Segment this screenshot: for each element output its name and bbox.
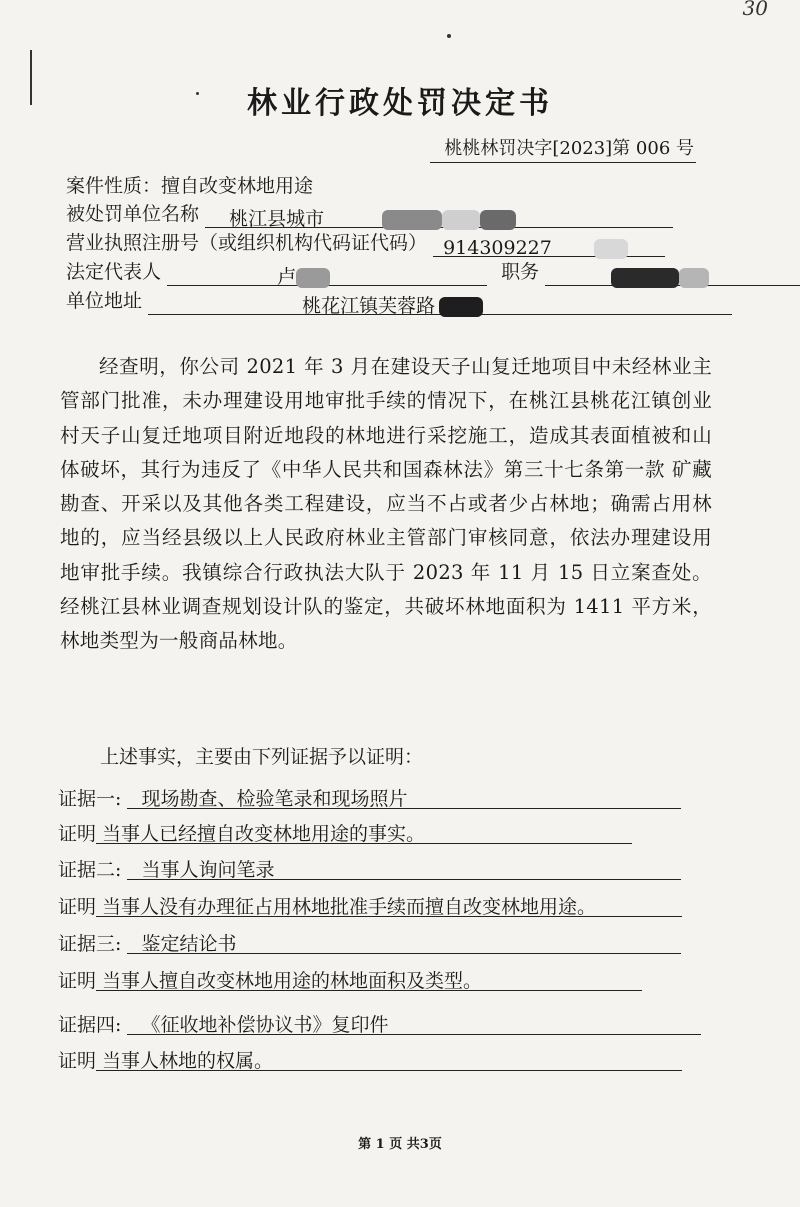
page-footer: 第 1 页 共3页 — [358, 1137, 442, 1152]
position-line — [545, 263, 800, 286]
evidence-row — [58, 855, 681, 882]
handwritten-page-mark: 30 — [742, 0, 768, 20]
unit-name-line — [205, 205, 673, 228]
case-nature-row — [66, 172, 313, 200]
proof-label: 证明 — [58, 970, 97, 992]
document-title: 林业行政处罚决定书 — [247, 86, 553, 121]
redaction-block — [439, 297, 483, 317]
license-label: 营业执照注册号（或组织机构代码证代码） — [66, 232, 428, 254]
address-line — [148, 292, 732, 315]
license-row — [66, 229, 665, 257]
proof-row — [58, 819, 632, 846]
findings-text: 经查明，你公司 2021 年 3 月在建设天子山复迁地项目中未经林业主管部门批准，未办理建设用地审批手续的情况下，在桃江县桃花江镇创业村天子山复迁地项目附近地段的林地进行采挖施工，造成其表面植被和山体破坏，其行为违反了《中华人民共和国森林法》第三十七条第一款 矿藏勘查、开采以及其他各类工程建设，应当不占或者少占林地；确需占用林地的，应当经县级以上人民政府林业主管部门审核同意，依法办理建设用地审批手续。我镇综合行政执法大队于 2023 年 11 月 15 日立案查处。经桃江县林业调查规划设计队的鉴定，共破坏林地面积为 1411 平方米，林地类型为一般商品林地。 — [60, 355, 712, 653]
evidence-label: 证据四: — [58, 1014, 122, 1036]
evidence-value: 当事人询问笔录 — [127, 855, 681, 880]
redaction-block — [679, 268, 709, 288]
proof-label: 证明 — [58, 1050, 97, 1072]
proof-value: 当事人已经擅自改变林地用途的事实。 — [96, 819, 632, 844]
position-label: 职务 — [501, 261, 540, 283]
redaction-block — [611, 268, 679, 288]
rep-line — [167, 263, 487, 286]
evidence-label: 证据三: — [58, 933, 122, 955]
unit-name-value: 桃江县城市 — [229, 208, 325, 230]
redaction-block — [442, 210, 480, 230]
evidence-row — [58, 784, 681, 811]
proof-row — [58, 1046, 682, 1073]
evidence-row — [58, 929, 681, 956]
unit-name-label: 被处罚单位名称 — [66, 203, 200, 225]
license-line — [433, 234, 665, 257]
evidence-label: 证据一: — [58, 788, 122, 810]
evidence-row — [58, 1010, 701, 1037]
evidence-value: 现场勘查、检验笔录和现场照片 — [127, 784, 681, 809]
document-number: 桃桃林罚决字[2023]第 006 号 — [430, 134, 696, 163]
address-label: 单位地址 — [66, 290, 143, 312]
proof-label: 证明 — [58, 896, 97, 918]
evidence-intro: 上述事实，主要由下列证据予以证明： — [100, 746, 424, 768]
address-value: 桃花江镇芙蓉路 — [302, 295, 436, 317]
representative-row — [66, 258, 800, 286]
proof-label: 证明 — [58, 823, 97, 845]
proof-value: 当事人没有办理征占用林地批准手续而擅自改变林地用途。 — [96, 892, 682, 917]
rep-label: 法定代表人 — [66, 261, 162, 283]
evidence-value: 鉴定结论书 — [127, 929, 681, 954]
proof-value: 当事人林地的权属。 — [96, 1046, 682, 1071]
case-nature-label: 案件性质： — [66, 175, 162, 197]
redaction-block — [296, 268, 330, 288]
license-value: 914309227 — [443, 237, 552, 259]
speck — [447, 34, 451, 38]
redaction-block — [594, 239, 628, 259]
evidence-label: 证据二: — [58, 859, 122, 881]
case-nature-value: 擅自改变林地用途 — [161, 175, 314, 197]
redaction-block — [382, 210, 442, 230]
proof-row — [58, 966, 642, 993]
address-row — [66, 287, 732, 315]
unit-name-row — [66, 200, 673, 228]
proof-row — [58, 892, 682, 919]
rep-value: 卢 — [277, 266, 297, 288]
evidence-value: 《征收地补偿协议书》复印件 — [127, 1010, 701, 1035]
findings-paragraph — [60, 350, 712, 659]
redaction-block — [480, 210, 516, 230]
proof-value: 当事人擅自改变林地用途的林地面积及类型。 — [96, 966, 642, 991]
